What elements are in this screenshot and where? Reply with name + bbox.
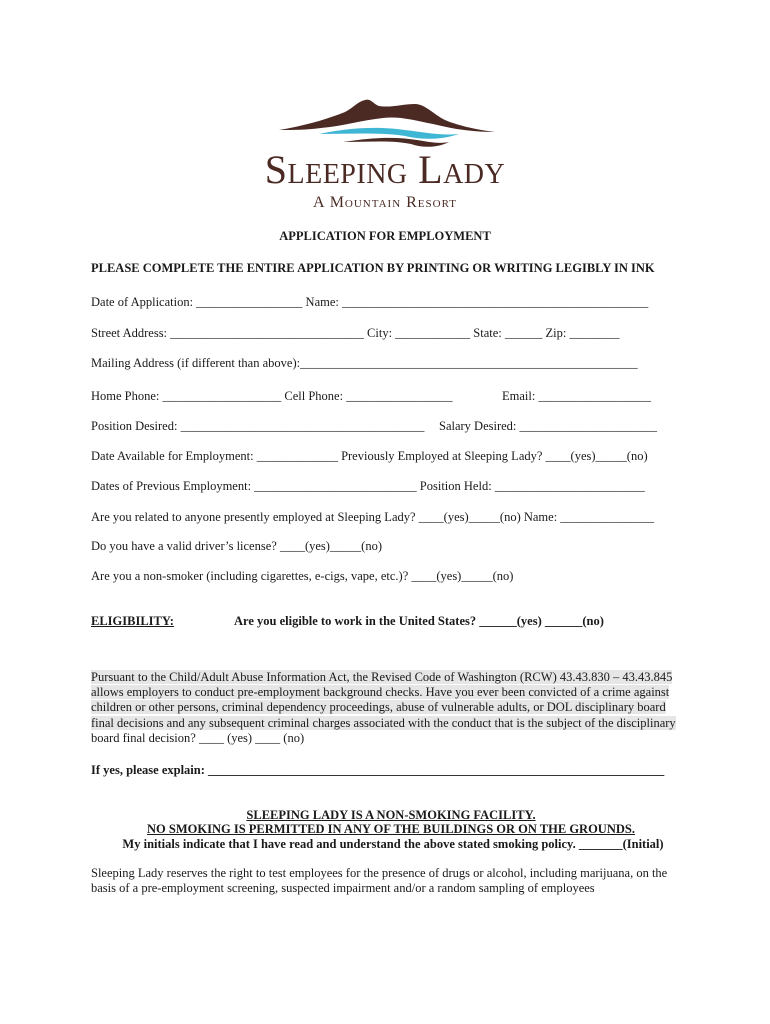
form-instructions: PLEASE COMPLETE THE ENTIRE APPLICATION BY PRINTING OR WRITING LEGIBLY IN INK	[91, 261, 655, 275]
background-line: allows employers to conduct pre-employment background checks. Have you ever been convicted of a crime against	[91, 685, 670, 700]
row-email: Email: __________________	[502, 389, 651, 403]
eligibility-question: Are you eligible to work in the United States? ______(yes) ______(no)	[234, 614, 604, 628]
row-related: Are you related to anyone presently employed at Sleeping Lady? ____(yes)_____(no) Name: _______________	[91, 510, 655, 524]
smoking-policy-heading: SLEEPING LADY IS A NON-SMOKING FACILITY.	[246, 808, 536, 822]
background-line: Pursuant to the Child/Adult Abuse Information Act, the Revised Code of Washington (RCW) 43.43.830 – 43.43.845	[91, 670, 673, 684]
smoking-initial-line: My initials indicate that I have read and understand the above stated smoking policy. _______(Initial)	[122, 837, 664, 851]
background-check-paragraph	[91, 670, 683, 746]
brand-subtitle: A Mountain Resort	[313, 194, 457, 211]
smoking-policy-rule: NO SMOKING IS PERMITTED IN ANY OF THE BUILDINGS OR ON THE GROUNDS.	[147, 822, 635, 836]
background-line: board final decision? ____ (yes) ____ (no)	[91, 730, 305, 745]
drug-line: Sleeping Lady reserves the right to test employees for the presence of drugs or alcohol, including marijuana, on the	[91, 866, 668, 880]
mountain-logo-icon	[273, 96, 497, 152]
row-salary-desired: Salary Desired: ______________________	[439, 419, 658, 433]
brand-name: Sleeping Lady	[264, 147, 506, 192]
sleeping-lady-logo	[243, 96, 527, 216]
row-position-desired: Position Desired: _______________________________________	[91, 419, 425, 433]
drug-testing-paragraph	[91, 866, 683, 896]
form-title: APPLICATION FOR EMPLOYMENT	[279, 229, 491, 243]
background-line: children or other persons, criminal dependency proceedings, abuse of vulnerable adults, or DOL disciplinary board	[91, 700, 666, 715]
background-line: final decisions and any subsequent criminal charges associated with the conduct that is the subject of the disciplinary	[91, 715, 676, 730]
row-date-available: Date Available for Employment: _____________ Previously Employed at Sleeping Lady? ____(yes)_____(no)	[91, 449, 648, 463]
row-drivers-license: Do you have a valid driver’s license? ____(yes)_____(no)	[91, 539, 383, 553]
eligibility-label: ELIGIBILITY:	[91, 614, 174, 628]
row-previous-employment: Dates of Previous Employment: __________________________ Position Held: ________________________	[91, 479, 645, 493]
row-address: Street Address: _______________________________ City: ____________ State: ______ Zip: ________	[91, 326, 620, 340]
drug-line: basis of a pre-employment screening, suspected impairment and/or a random sampling of employees	[91, 881, 595, 896]
row-phones: Home Phone: ___________________ Cell Phone: _________________	[91, 389, 453, 403]
explain-line: If yes, please explain: _________________________________________________________________________	[91, 763, 665, 777]
row-non-smoker: Are you a non-smoker (including cigarettes, e-cigs, vape, etc.)? ____(yes)_____(no)	[91, 569, 514, 583]
row-mailing-address: Mailing Address (if different than above):______________________________________________________	[91, 356, 638, 370]
row-date-name: Date of Application: _________________ Name: _________________________________________________	[91, 295, 649, 309]
